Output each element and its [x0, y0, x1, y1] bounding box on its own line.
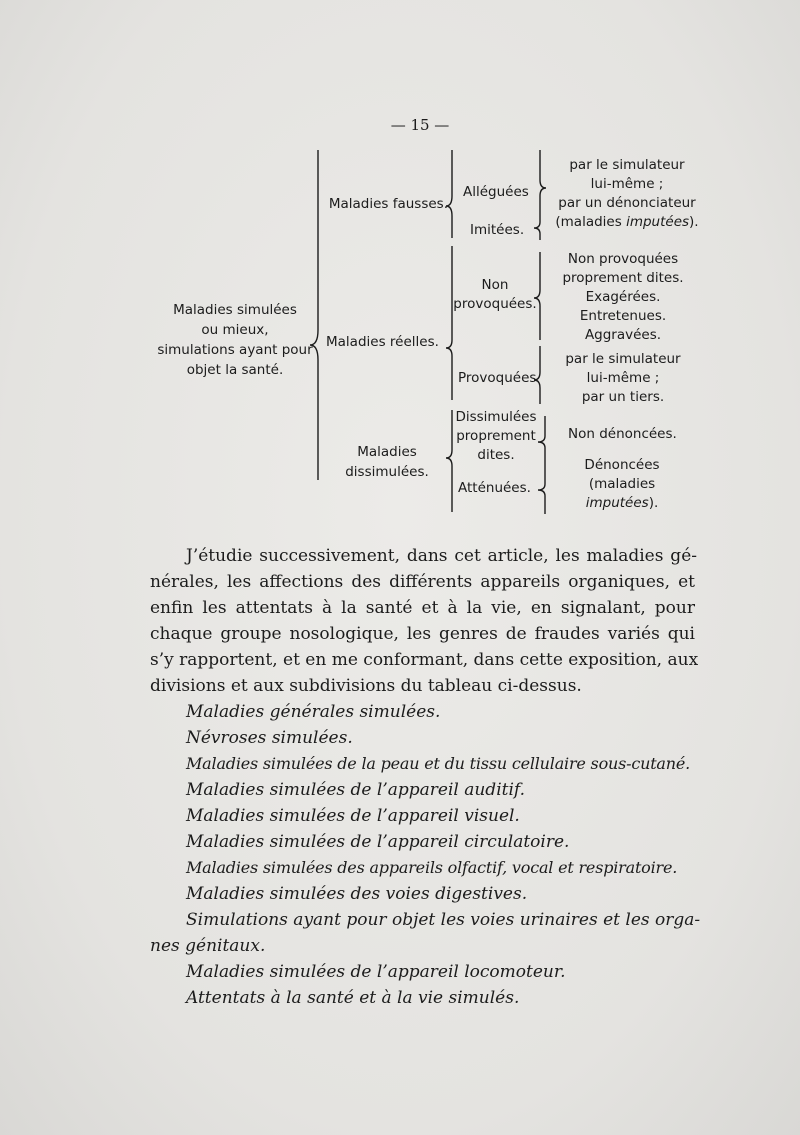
imputees-1: imputées: [626, 214, 690, 230]
non-denoncees: Non dénoncées.: [568, 426, 677, 442]
par-denonciateur: [548, 194, 706, 232]
np-line-5: Aggravées.: [584, 327, 662, 343]
attenuees: Atténuées.: [458, 480, 531, 496]
section-item: Maladies simulées de l’appareil circulatoire.: [186, 832, 570, 852]
imputees-2: imputées: [585, 495, 649, 511]
close-2: ).: [648, 495, 659, 511]
maladies-reelles: Maladies réelles.: [326, 334, 439, 350]
par-denonciateur-line-1: par un dénonciateur: [558, 195, 696, 211]
alleguees: Alléguées: [463, 184, 529, 200]
root-line-4: objet la santé.: [186, 362, 284, 378]
section-item: Maladies simulées de l’appareil auditif.: [186, 780, 525, 800]
close-1: ).: [689, 214, 699, 230]
dissimulees-proprement: [450, 408, 542, 465]
section-item: Maladies générales simulées.: [186, 702, 441, 722]
section-item: Maladies simulées de l’appareil visuel.: [186, 806, 520, 826]
brace-alleguees: [540, 150, 546, 206]
provoquees: Provoquées: [458, 370, 537, 386]
denoncees-line-3: [556, 494, 688, 513]
par-simulateur-1-line-2: lui-même ;: [590, 176, 664, 192]
dissimulees-line-2: dissimulées.: [345, 464, 429, 480]
root-line-3: simulations ayant pour: [157, 342, 313, 358]
section-item: Névroses simulées.: [186, 728, 353, 748]
denoncees-line-2: (maladies: [588, 476, 656, 492]
dissimulees-proprement-line-3: dites.: [477, 447, 515, 463]
par-simulateur-2-line-2: lui-même ;: [586, 370, 660, 386]
np-line-1: Non provoquées: [567, 251, 679, 267]
dissimulees-proprement-line-2: proprement: [456, 428, 536, 444]
dissimulees-proprement-line-1: Dissimulées: [455, 409, 537, 425]
maladies-fausses: Maladies fausses.: [328, 196, 448, 212]
section-item: Simulations ayant pour objet les voies urinaires et les orga-: [186, 910, 701, 930]
paragraph-line-4: chaque groupe nosologique, les genres de fraudes variés qui: [150, 624, 695, 644]
paragraph-line-6: divisions et aux subdivisions du tableau ci-dessus.: [150, 676, 582, 696]
denoncees-line-1: Dénoncées: [584, 457, 660, 473]
non-provoquees-list: [548, 250, 698, 345]
np-line-3: Exagérées.: [585, 289, 661, 305]
dissimulees-line-1: Maladies: [357, 444, 417, 460]
non-provoquees-line-2: provoquées.: [453, 296, 537, 312]
section-item: Maladies simulées des voies digestives.: [186, 884, 528, 904]
imitees: Imitées.: [470, 222, 525, 238]
section-item: Maladies simulées de l’appareil locomoteur.: [186, 962, 566, 982]
brace-fausses: [446, 150, 452, 238]
section-item: nes génitaux.: [150, 936, 266, 956]
par-simulateur-1-line-1: par le simulateur: [569, 157, 685, 173]
brace-reelles: [446, 246, 452, 400]
paragraph-line-3: enfin les attentats à la santé et à la vie, en signalant, pour: [150, 598, 695, 618]
par-simulateur-2-line-3: par un tiers.: [581, 389, 665, 405]
non-provoquees-line-1: Non: [481, 277, 509, 293]
section-item: Maladies simulées de la peau et du tissu cellulaire sous-cutané.: [186, 754, 691, 773]
paragraph-line-1: J’étudie successivement, dans cet article, les maladies gé-: [186, 546, 697, 566]
non-provoquees: [450, 276, 540, 314]
root-line-1: Maladies simulées: [173, 302, 297, 318]
brace-imitees: [534, 206, 540, 240]
paragraph-line-2: nérales, les affections des différents appareils organiques, et: [150, 572, 695, 592]
par-simulateur-2-line-1: par le simulateur: [565, 351, 681, 367]
table-root: [155, 300, 315, 380]
maladies-dissimulees: [332, 442, 442, 482]
par-simulateur-1: [552, 156, 702, 194]
section-item: Maladies simulées des appareils olfactif, vocal et respiratoire.: [186, 858, 678, 877]
paragraph-line-5: s’y rapportent, et en me conformant, dans cette exposition, aux: [150, 650, 699, 670]
brace-attenuees: [538, 458, 545, 514]
page-number: — 15 —: [390, 116, 450, 134]
section-item: Attentats à la santé et à la vie simulés.: [186, 988, 520, 1008]
maladies-label-1: (maladies: [555, 214, 627, 230]
np-line-2: proprement dites.: [562, 270, 684, 286]
par-simulateur-2: [548, 350, 698, 407]
root-line-2: ou mieux,: [201, 322, 269, 338]
par-denonciateur-line-2: [548, 213, 706, 232]
denoncees: [556, 456, 688, 513]
np-line-4: Entretenues.: [579, 308, 667, 324]
